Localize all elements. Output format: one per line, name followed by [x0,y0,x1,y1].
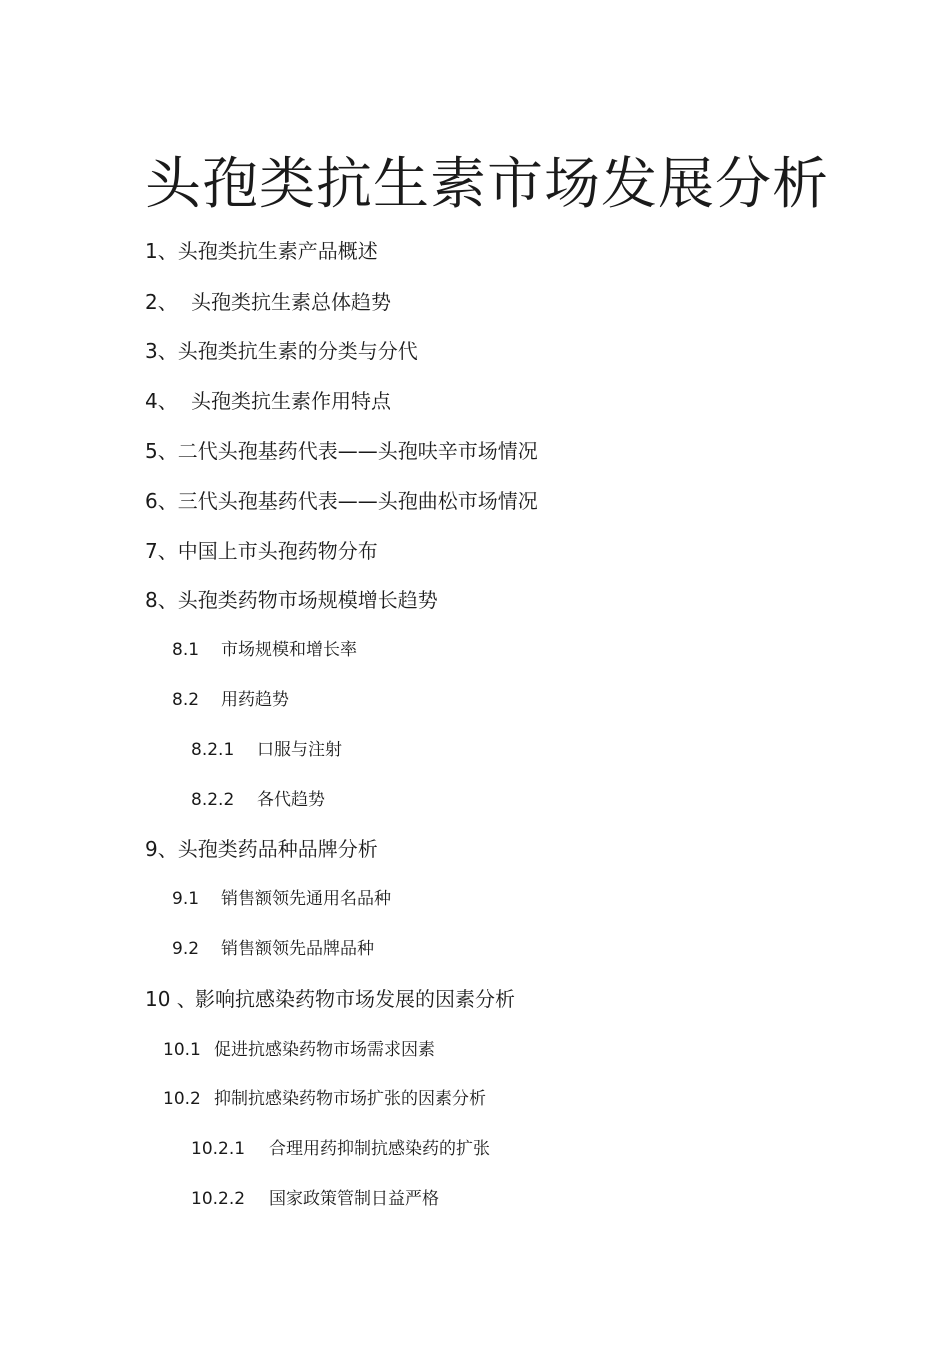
toc-item-number: 10.2.1 [191,1139,246,1159]
toc-item-number: 2、 [145,290,178,314]
toc-item-number: 10.1 [163,1040,201,1060]
toc-item-text: 中国上市头孢药物分布 [177,539,378,563]
toc-item-text: 国家政策管制日益严格 [269,1189,439,1209]
toc-item-9-2 [172,934,374,959]
toc-item-number: 10.2 [163,1089,201,1109]
toc-item-text: 用药趋势 [221,690,289,710]
toc-item-2 [145,286,391,315]
toc-item-text: 头孢类抗生素产品概述 [177,239,378,263]
toc-item-text: 二代头孢基药代表——头孢呋辛市场情况 [177,439,538,463]
page-title: 头孢类抗生素市场发展分析 [145,152,829,217]
toc-item-6 [145,485,538,514]
toc-item-9 [145,833,378,862]
toc-item-text: 头孢类药品种品牌分析 [177,837,378,861]
toc-item-number: 8.2.2 [191,790,235,810]
toc-item-number: 1、 [145,239,178,263]
toc-item-number: 9.2 [172,939,200,959]
toc-item-text: 头孢类药物市场规模增长趋势 [177,588,438,612]
toc-item-number: 10.2.2 [191,1189,246,1209]
toc-item-1 [145,235,378,264]
toc-item-text: 销售额领先品牌品种 [221,939,374,959]
toc-item-number: 8.1 [172,640,200,660]
toc-item-4 [145,385,391,414]
toc-item-number: 4、 [145,389,178,413]
toc-item-number: 8.2.1 [191,740,235,760]
toc-item-text: 口服与注射 [257,740,342,760]
toc-item-number: 7、 [145,539,178,563]
toc-item-text: 影响抗感染药物市场发展的因素分析 [195,987,515,1011]
toc-item-5 [145,435,538,464]
toc-item-10 [145,983,515,1012]
toc-item-10-1 [163,1035,435,1060]
toc-item-8-1 [172,635,357,660]
toc-item-8-2 [172,685,289,710]
toc-item-7 [145,535,378,564]
toc-item-text: 头孢类抗生素的分类与分代 [177,339,418,363]
toc-item-8-2-2 [191,785,325,810]
toc-item-text: 抑制抗感染药物市场扩张的因素分析 [214,1089,486,1109]
toc-item-text: 合理用药抑制抗感染药的扩张 [269,1139,490,1159]
toc-item-3 [145,335,418,364]
toc-item-8-2-1 [191,735,342,760]
toc-item-text: 市场规模和增长率 [221,640,357,660]
toc-item-number: 9.1 [172,889,200,909]
toc-item-text: 销售额领先通用名品种 [221,889,391,909]
toc-item-number: 9、 [145,837,178,861]
toc-item-number: 10 、 [145,987,197,1011]
toc-item-text: 三代头孢基药代表——头孢曲松市场情况 [177,489,538,513]
toc-item-number: 8、 [145,588,178,612]
toc-item-text: 促进抗感染药物市场需求因素 [214,1040,435,1060]
toc-item-text: 头孢类抗生素作用特点 [191,389,391,413]
toc-item-number: 5、 [145,439,178,463]
toc-item-10-2 [163,1084,486,1109]
toc-item-8 [145,584,438,613]
toc-item-10-2-2 [191,1184,439,1209]
toc-item-number: 6、 [145,489,178,513]
toc-item-number: 3、 [145,339,178,363]
toc-item-text: 各代趋势 [257,790,325,810]
toc-item-9-1 [172,884,391,909]
toc-item-number: 8.2 [172,690,200,710]
toc-item-text: 头孢类抗生素总体趋势 [191,290,391,314]
toc-item-10-2-1 [191,1134,490,1159]
